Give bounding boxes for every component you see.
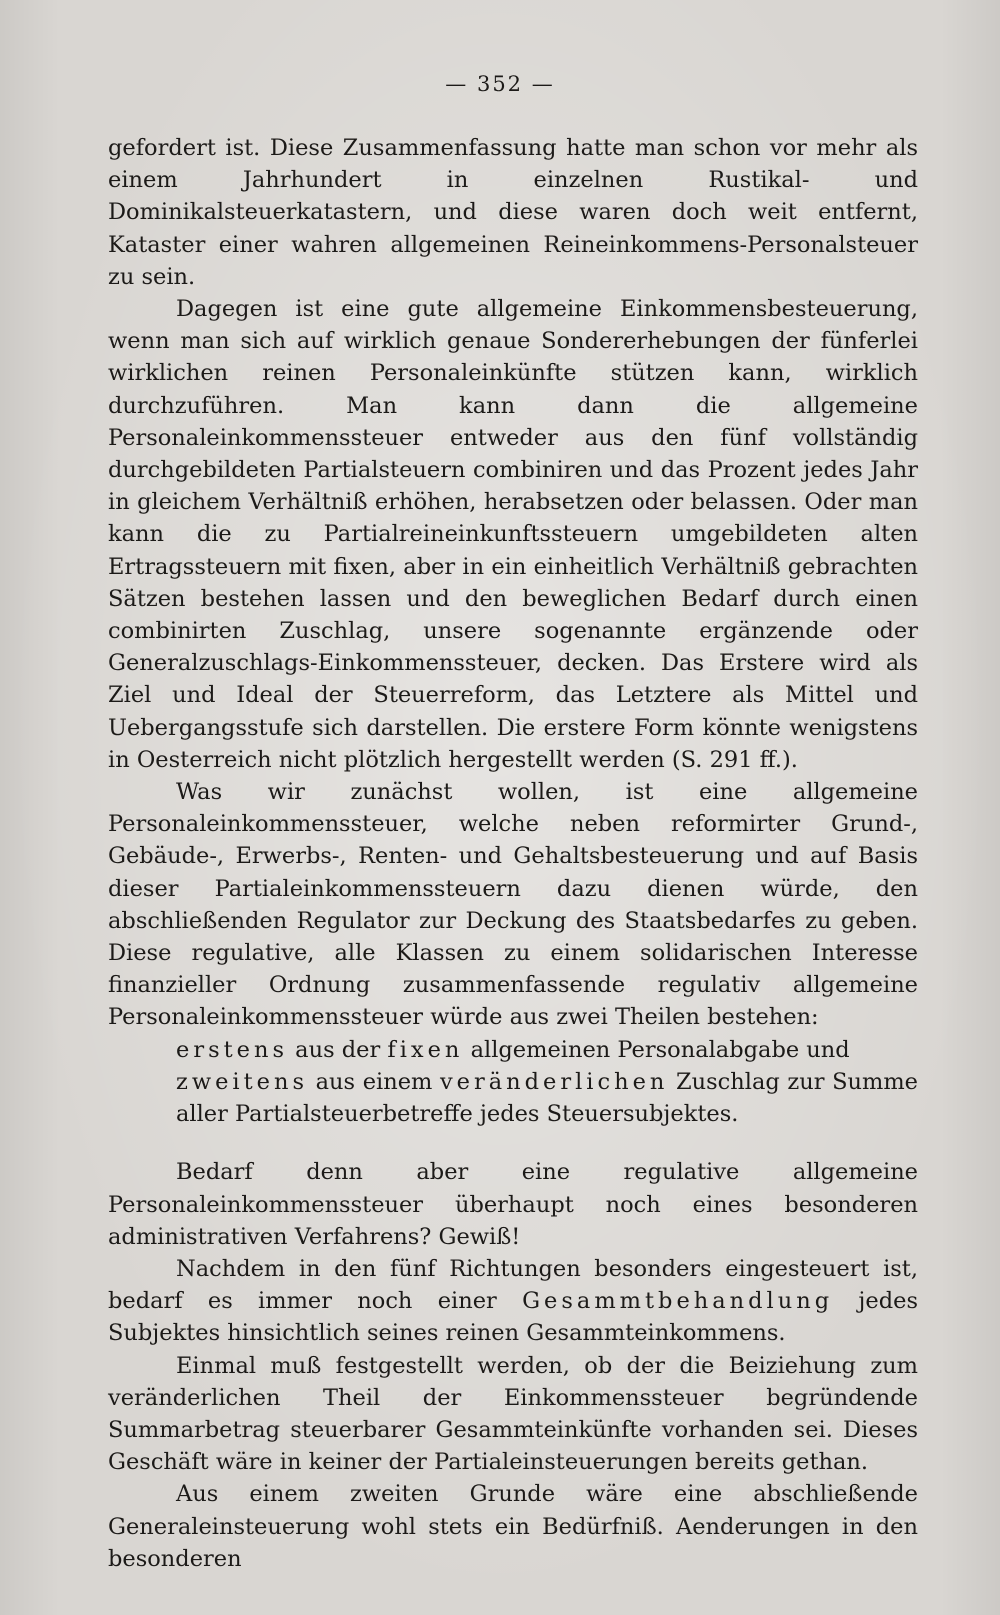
list-item-2-lead: zweitens bbox=[176, 1068, 309, 1095]
list-item-2: zweitens aus einem veränderlichen Zuschlag zur Summe aller Partialsteuerbetreffe jedes Steuersubjektes. bbox=[176, 1068, 918, 1128]
list-item-1: erstens aus der fixen allgemeinen Personalabgabe und bbox=[176, 1036, 850, 1063]
paragraph-6: Einmal muß festgestellt werden, ob der die Beiziehung zum veränderlichen Theil der Einkommenssteuer begründende Summarbetrag steuerbarer Gesammteinkünfte vorhanden sei. Dieses Geschäft wäre in keiner der Partialeinsteuerungen bereits gethan. bbox=[108, 1352, 918, 1476]
paragraph-1: gefordert ist. Diese Zusammenfassung hatte man schon vor mehr als einem Jahrhundert in einzelnen Rustikal- und Dominikalsteuerkatastern, und diese waren doch weit entfernt, Kataster einer wahren allgemeinen Reineinkommens-Personalsteuer zu sein. bbox=[108, 135, 918, 290]
list-item-1-lead: erstens bbox=[176, 1036, 289, 1063]
page-number: — 352 — bbox=[445, 72, 555, 96]
paragraph-7: Aus einem zweiten Grunde wäre eine abschließende Generaleinsteuerung wohl stets ein Bedürfniß. Aenderungen in den besonderen bbox=[108, 1481, 918, 1572]
body-text bbox=[108, 132, 918, 1575]
paragraph-5: Nachdem in den fünf Richtungen besonders eingesteuert ist, bedarf es immer noch einer Gesammtbehandlung jedes Subjektes hinsichtlich seines reinen Gesammteinkommens. bbox=[108, 1255, 918, 1347]
paragraph-4: Bedarf denn aber eine regulative allgemeine Personaleinkommenssteuer überhaupt noch eines besonderen administrativen Verfahrens? Gewiß! bbox=[108, 1159, 918, 1250]
paragraph-3: Was wir zunächst wollen, ist eine allgemeine Personaleinkommenssteuer, welche neben reformirter Grund-, Gebäude-, Erwerbs-, Renten- und Gehaltsbesteuerung und auf Basis dieser Partialeinkommenssteuern dazu dienen würde, den abschließenden Regulator zur Deckung des Staatsbedarfes zu geben. Diese regulative, alle Klassen zu einem solidarischen Interesse finanzieller Ordnung zusammenfassende regulativ allgemeine Personaleinkommenssteuer würde aus zwei Theilen bestehen: bbox=[108, 779, 918, 1031]
paragraph-2: Dagegen ist eine gute allgemeine Einkommensbesteuerung, wenn man sich auf wirklich genaue Sondererhebungen der fünferlei wirklichen reinen Personaleinkünfte stützen kann, wirklich durchzuführen. Man kann dann die allgemeine Personaleinkommenssteuer entweder aus den fünf vollständig durchgebildeten Partialsteuern combiniren und das Prozent jedes Jahr in gleichem Verhältniß erhöhen, herabsetzen oder belassen. Oder man kann die zu Partialreineinkunftssteuern umgebildeten alten Ertragssteuern mit fixen, aber in ein einheitlich Verhältniß gebrachten Sätzen bestehen lassen und den beweglichen Bedarf durch einen combinirten Zuschlag, unsere sogenannte ergänzende oder Generalzuschlags-Einkommenssteuer, decken. Das Erstere wird als Ziel und Ideal der Steuerreform, das Letztere als Mittel und Uebergangsstufe sich darstellen. Die erstere Form könnte wenigstens in Oesterreich nicht plötzlich hergestellt werden (S. 291 ff.). bbox=[108, 296, 918, 773]
